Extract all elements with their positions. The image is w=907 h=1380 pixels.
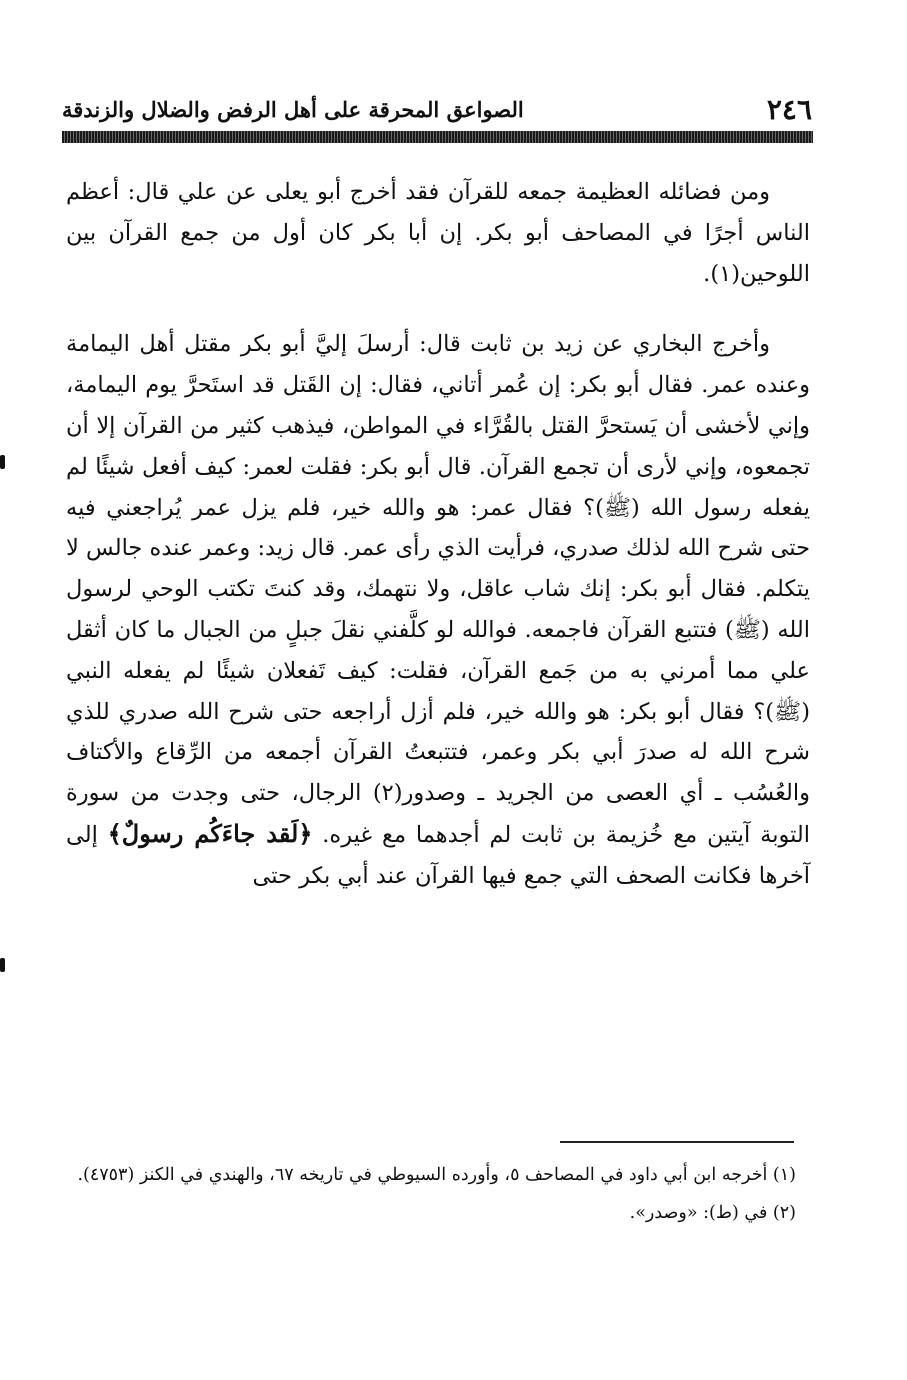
header-rule	[62, 131, 813, 143]
paragraph-2	[66, 324, 810, 896]
main-text	[66, 172, 810, 897]
paragraph-2-continuation: إلى آخرها فكانت الصحف التي جمع فيها القرآن عند أبي بكر حتى	[66, 821, 810, 889]
footnotes	[66, 1156, 810, 1232]
footnote-2: (٢) في (ط): «وصدر».	[629, 1203, 796, 1223]
running-title: الصواعق المحرقة على أهل الرفض والضلال والزندقة	[62, 97, 524, 122]
paragraph-2-text: وأخرج البخاري عن زيد بن ثابت قال: أرسلَ إليَّ أبو بكر مقتل أهل اليمامة وعنده عمر. فقال أبو بكر: إن عُمر أتاني، فقال: إن القَتل قد استَحرَّ يوم اليمامة، وإني لأخشى أن يَستحرَّ القتل بالقُرَّاء في المواطن، فيذهب كثير من القرآن إلا أن تجمعوه، وإني لأرى أن تجمع القرآن. قال أبو بكر: فقلت لعمر: كيف أفعل شيئًا لم يفعله رسول الله (ﷺ)؟ فقال عمر: هو والله خير، فلم يزل عمر يُراجعني فيه حتى شرح الله لذلك صدري، فرأيت الذي رأى عمر. قال زيد: وعمر عنده جالس لا يتكلم. فقال أبو بكر: إنك شاب عاقل، ولا نتهمك، وقد كنتَ تكتب الوحي لرسول الله (ﷺ) فتتبع القرآن فاجمعه. فوالله لو كلَّفني نقلَ جبلٍ من الجبال ما كان أثقل علي مما أمرني به من جَمع القرآن، فقلت: كيف تَفعلان شيئًا لم يفعله النبي (ﷺ)؟ فقال أبو بكر: هو والله خير، فلم أزل أراجعه حتى شرح الله صدري للذي شرح الله له صدرَ أبي بكر وعمر، فتتبعتُ القرآن أجمعه من الرِّقاع والأكتاف والعُسُب ـ أي العصى من الجريد ـ وصدور(٢) الرجال، حتى وجدت من سورة التوبة آيتين مع خُزيمة بن ثابت لم أجدهما مع غيره.	[66, 331, 810, 848]
page-number: ٢٤٦	[766, 93, 812, 126]
paragraph-1: ومن فضائله العظيمة جمعه للقرآن فقد أخرج أبو يعلى عن علي قال: أعظم الناس أجرًا في المصاحف أبو بكر. إن أبا بكر كان أول من جمع القرآن بين اللوحين(١).	[66, 179, 810, 287]
footnote-1: (١) أخرجه ابن أبي داود في المصاحف ٥، وأورده السيوطي في تاريخه ٦٧، والهندي في الكنز (٤٧٥٣).	[77, 1165, 796, 1185]
footnote-separator	[560, 1141, 794, 1143]
page-header	[62, 92, 812, 128]
scan-margin-mark	[0, 958, 5, 972]
quran-quote: ﴿لَقد جاءَكُم رسولٌ﴾	[107, 818, 313, 848]
scan-margin-mark	[0, 455, 5, 469]
